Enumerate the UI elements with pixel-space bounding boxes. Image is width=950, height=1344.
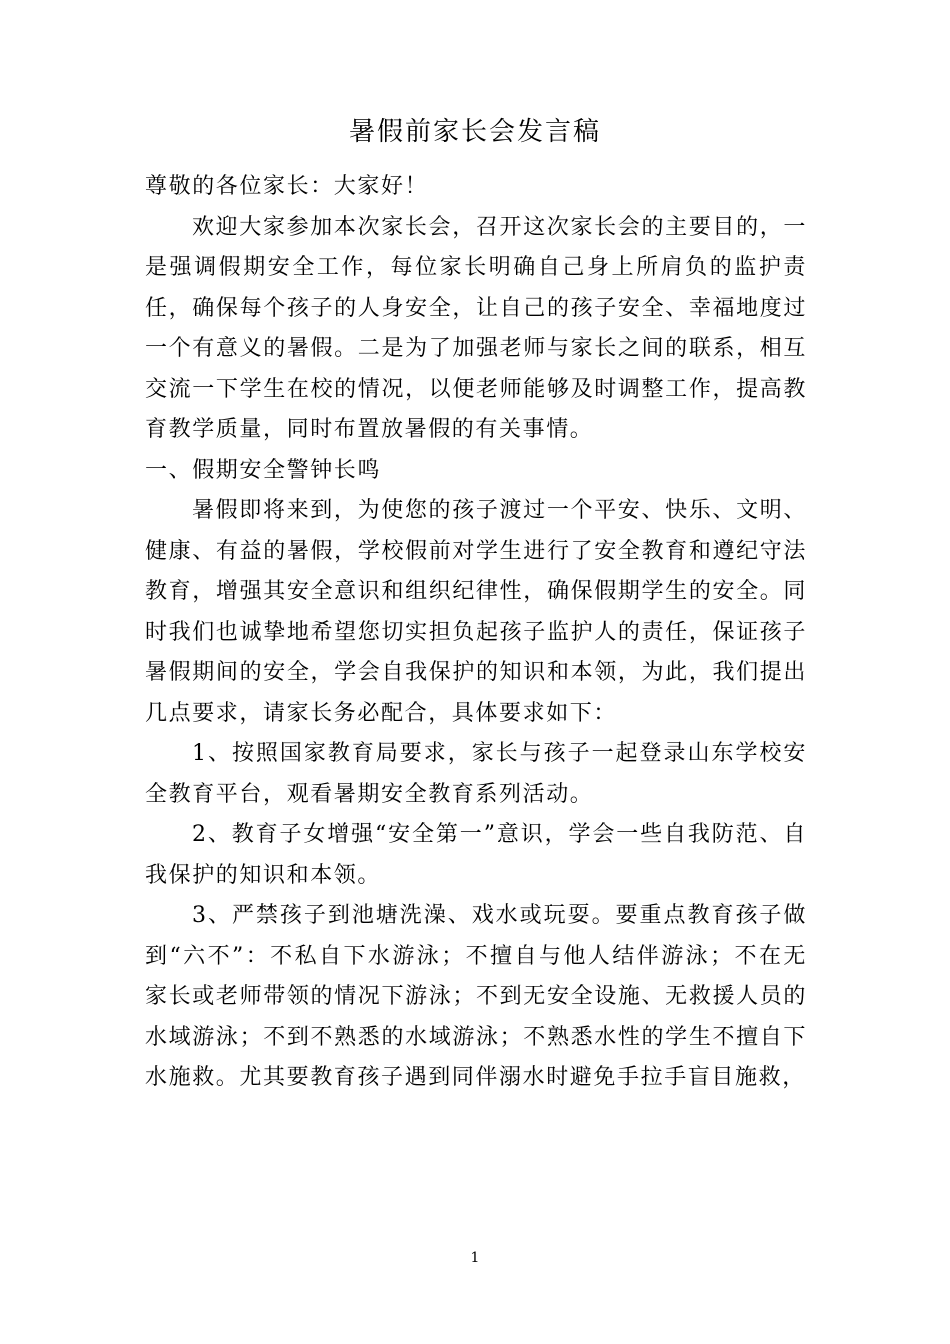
document-title: 暑假前家长会发言稿 <box>348 117 601 147</box>
section-heading: 一、假期安全警钟长鸣 <box>145 457 382 483</box>
section-paragraph: 暑假即将来到，为使您的孩子渡过一个平安、快乐、文明、健康、有益的暑假，学校假前对学生进行了安全教育和遵纪守法教育，增强其安全意识和组织纪律性，确保假期学生的安全。同时我们也诚挚地希望您切实担负起孩子监护人的责任，保证孩子暑假期间的安全，学会自我保护的知识和本领，为此，我们提出几点要求，请家长务必配合，具体要求如下： <box>145 498 807 726</box>
greeting-line: 尊敬的各位家长：大家好！ <box>145 174 429 199</box>
intro-paragraph: 欢迎大家参加本次家长会，召开这次家长会的主要目的，一是强调假期安全工作，每位家长明确自己身上所肩负的监护责任，确保每个孩子的人身安全，让自己的孩子安全、幸福地度过一个有意义的暑假。二是为了加强老师与家长之间的联系，相互交流一下学生在校的情况，以便老师能够及时调整工作，提高教育教学质量，同时布置放暑假的有关事情。 <box>145 214 807 442</box>
requirement-item-2: 2、教育子女增强“安全第一”意识，学会一些自我防范、自我保护的知识和本领。 <box>145 822 807 888</box>
page-number: 1 <box>470 1250 480 1266</box>
document-body <box>145 167 807 1099</box>
requirement-item-3: 3、严禁孩子到池塘洗澡、戏水或玩耍。要重点教育孩子做到“六不”：不私自下水游泳；不擅自与他人结伴游泳；不在无家长或老师带领的情况下游泳；不到无安全设施、无救援人员的水域游泳；不到不熟悉的水域游泳；不熟悉水性的学生不擅自下水施救。尤其要教育孩子遇到同伴溺水时避免手拉手盲目施救， <box>145 903 807 1090</box>
requirement-item-1: 1、按照国家教育局要求，家长与孩子一起登录山东学校安全教育平台，观看暑期安全教育系列活动。 <box>145 741 807 807</box>
